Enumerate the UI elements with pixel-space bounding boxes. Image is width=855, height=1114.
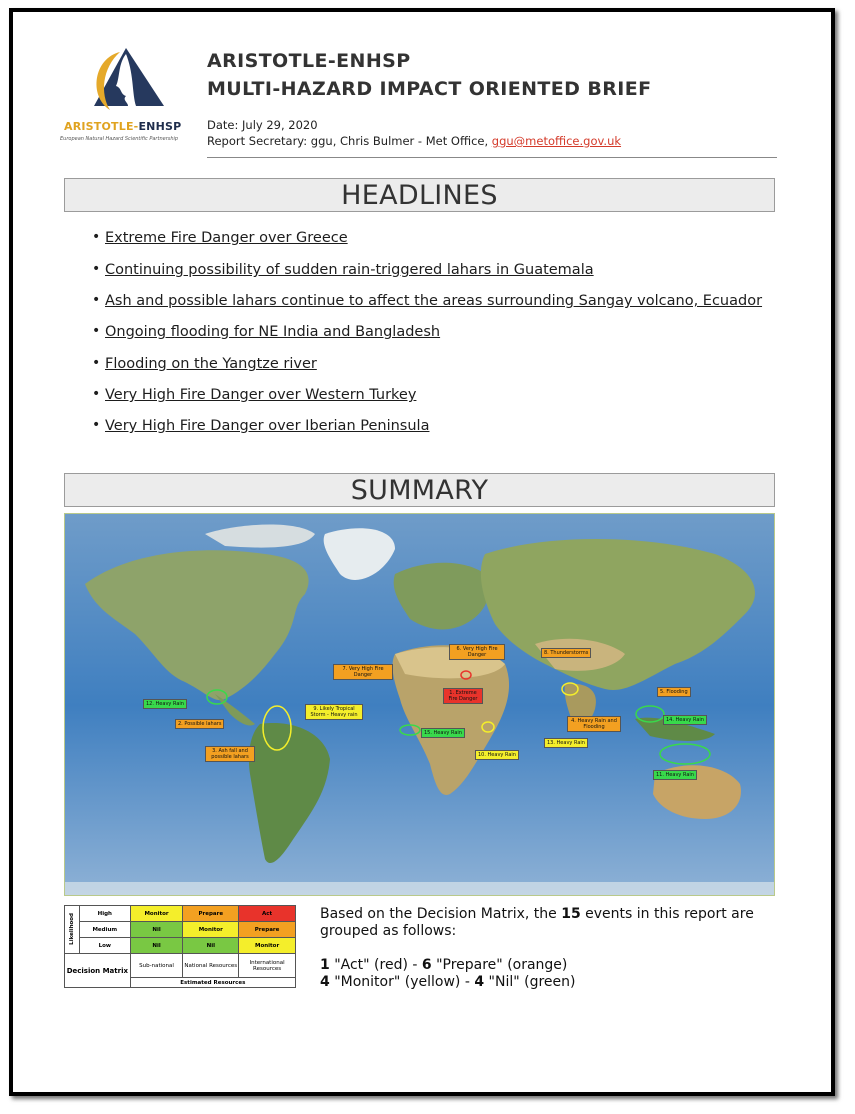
logo-wordmark: ARISTOTLE-ENHSP xyxy=(64,120,182,133)
summary-line-act-prepare: 1 "Act" (red) - 6 "Prepare" (orange) xyxy=(320,957,568,973)
summary-intro: Based on the Decision Matrix, the 15 events in this report are grouped as follows: xyxy=(320,906,754,939)
matrix-cell: Monitor xyxy=(130,906,183,922)
matrix-cell: Monitor xyxy=(183,922,239,938)
headline-link[interactable]: Ongoing flooding for NE India and Bangladesh xyxy=(105,324,441,340)
headline-link[interactable]: Very High Fire Danger over Western Turkey xyxy=(105,387,417,403)
matrix-cell: Nil xyxy=(130,922,183,938)
matrix-cell: Act xyxy=(239,906,296,922)
headlines-heading: HEADLINES xyxy=(64,178,775,212)
report-date: Date: July 29, 2020 xyxy=(207,118,318,132)
resource-column-label: National Resources xyxy=(183,954,239,978)
matrix-cell: Prepare xyxy=(239,922,296,938)
map-event-label[interactable]: 4. Heavy Rain and Flooding xyxy=(567,716,621,732)
map-event-label[interactable]: 5. Flooding xyxy=(657,687,691,697)
summary-heading: SUMMARY xyxy=(64,473,775,507)
header-divider xyxy=(207,157,777,158)
matrix-cell: Nil xyxy=(130,938,183,954)
world-hazard-map xyxy=(64,513,775,896)
headline-link[interactable]: Flooding on the Yangtze river xyxy=(105,356,317,372)
map-event-label[interactable]: 8. Thunderstorms xyxy=(541,648,591,658)
logo-subtitle: European Natural Hazard Scientific Partnership xyxy=(60,136,179,142)
decision-matrix xyxy=(64,905,296,988)
matrix-row-label: Low xyxy=(79,938,130,954)
report-title-line1: ARISTOTLE-ENHSP xyxy=(207,50,411,72)
map-event-label[interactable]: 14. Heavy Rain xyxy=(663,715,707,725)
matrix-cell: Prepare xyxy=(183,906,239,922)
report-secretary: Report Secretary: ggu, Chris Bulmer - Met Office, ggu@metoffice.gov.uk xyxy=(207,134,622,148)
headline-link[interactable]: Very High Fire Danger over Iberian Peninsula xyxy=(105,418,430,434)
event-count: 15 xyxy=(561,906,581,922)
secretary-email-link[interactable]: ggu@metoffice.gov.uk xyxy=(491,134,622,148)
map-event-label[interactable]: 2. Possible lahars xyxy=(175,719,224,729)
aristotle-logo xyxy=(58,44,186,156)
estimated-resources-label: Estimated Resources xyxy=(130,978,295,988)
map-event-label[interactable]: 1. Extreme Fire Danger xyxy=(443,688,483,704)
map-event-label[interactable]: 10. Heavy Rain xyxy=(475,750,519,760)
resource-column-label: Sub-national xyxy=(130,954,183,978)
headline-link[interactable]: Continuing possibility of sudden rain-triggered lahars in Guatemala xyxy=(105,262,594,278)
matrix-cell: Monitor xyxy=(239,938,296,954)
resource-column-label: International Resources xyxy=(239,954,296,978)
map-event-label[interactable]: 6. Very High Fire Danger xyxy=(449,644,505,660)
matrix-row-label: High xyxy=(79,906,130,922)
logo-emblem-icon xyxy=(80,44,170,122)
map-event-label[interactable]: 3. Ash fall and possible lahars xyxy=(205,746,255,762)
map-event-label[interactable]: 11. Heavy Rain xyxy=(653,770,697,780)
map-event-label[interactable]: 9. Likely Tropical Storm - Heavy rain xyxy=(305,704,363,720)
map-event-label[interactable]: 12. Heavy Rain xyxy=(143,699,187,709)
headline-link[interactable]: Ash and possible lahars continue to affect the areas surrounding Sangay volcano, Ecuador xyxy=(105,293,763,309)
decision-matrix-label: Decision Matrix xyxy=(65,954,131,988)
matrix-cell: Nil xyxy=(183,938,239,954)
map-event-label[interactable]: 15. Heavy Rain xyxy=(421,728,465,738)
map-event-label[interactable]: 13. Heavy Rain xyxy=(544,738,588,748)
map-event-label[interactable]: 7. Very High Fire Danger xyxy=(333,664,393,680)
matrix-row-label: Medium xyxy=(79,922,130,938)
report-title-line2: MULTI-HAZARD IMPACT ORIENTED BRIEF xyxy=(207,78,652,100)
headline-link[interactable]: Extreme Fire Danger over Greece xyxy=(105,230,348,246)
likelihood-axis-label: Likelihood xyxy=(65,906,80,954)
summary-line-monitor-nil: 4 "Monitor" (yellow) - 4 "Nil" (green) xyxy=(320,974,576,990)
